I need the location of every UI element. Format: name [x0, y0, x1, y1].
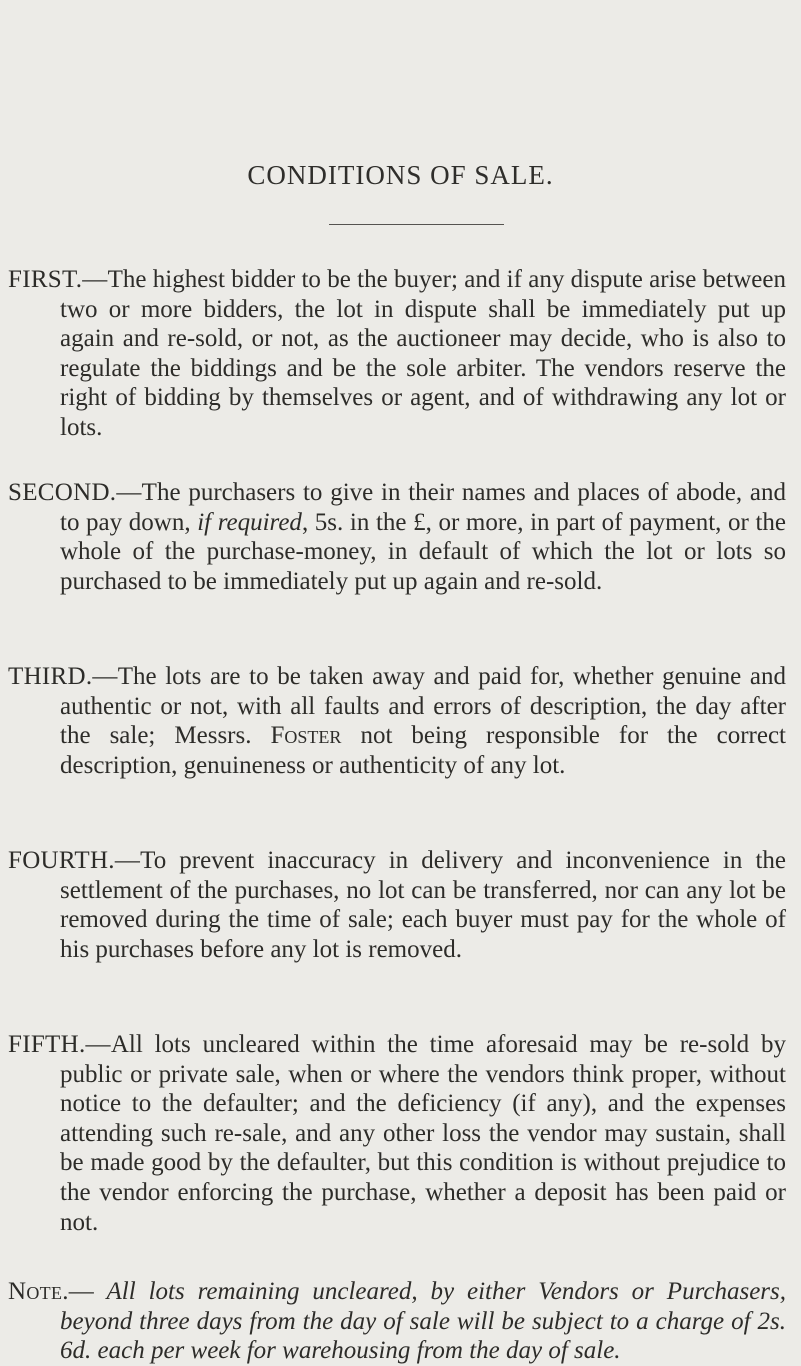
page-title: CONDITIONS OF SALE. [247, 160, 554, 190]
clause-text: not being responsible for the correct description, genuineness or authenticity of any lot. [60, 722, 786, 779]
clause-text: To prevent inaccuracy in delivery and inconvenience in the settlement of the purchases, no lot can be transferred, nor can any lot be removed during the time of sale; each buyer must pay for the whole of his purchases before any lot is removed. [60, 847, 786, 963]
clause-heading: SECOND.— [8, 479, 142, 506]
clause-fifth [0, 1030, 801, 1237]
clause-text: The purchasers to give in their names and places of abode, and to pay down, [60, 479, 786, 536]
clause-heading: FOURTH.— [8, 847, 141, 874]
clause-first [0, 265, 801, 443]
note-text: All lots remaining uncleared, by either Vendors or Purchasers, beyond three days from the day of sale will be subject to a charge of 2s. 6d. each per week for warehousing from the day of sale. [60, 1278, 786, 1365]
clause-third [0, 662, 801, 780]
clause-text: , 5s. in the £, or more, in part of payment, or the whole of the purchase-money, in default of which the lot or lots so purchased to be immediately put up again and re-sold. [60, 508, 786, 595]
clause-heading: THIRD.— [8, 663, 118, 690]
auctioneer-name: Foster [270, 722, 342, 750]
note-section [0, 1277, 801, 1366]
clause-text: The lots are to be taken away and paid for, whether genuine and authentic or not, with all faults and errors of description, the day after the sale; Messrs. [60, 663, 786, 750]
clause-heading: FIRST.— [8, 266, 108, 293]
clause-fourth [0, 846, 801, 964]
clause-second [0, 478, 801, 596]
clause-text: All lots uncleared within the time aforesaid may be re-sold by public or private sale, when or where the vendors think proper, without notice to the defaulter; and the deficiency (if any), and the expenses attending such re-sale, and any other loss the vendor may sustain, shall be made good by the defaulter, but this condition is without prejudice to the vendor enforcing the purchase, whether a deposit has been paid or not. [60, 1031, 786, 1236]
clause-text-italic: if required [197, 508, 302, 536]
clause-text: The highest bidder to be the buyer; and if any dispute arise between two or more bidders, the lot in dispute shall be immediately put up again and re-sold, or not, as the auctioneer may decide, who is also to regulate the biddings and be the sole arbiter. The vendors reserve the right of bidding by themselves or agent, and of withdrawing any lot or lots. [60, 266, 786, 441]
title-divider [329, 224, 504, 225]
clause-heading: FIFTH.— [8, 1031, 111, 1058]
note-heading: Note.— [8, 1278, 95, 1305]
